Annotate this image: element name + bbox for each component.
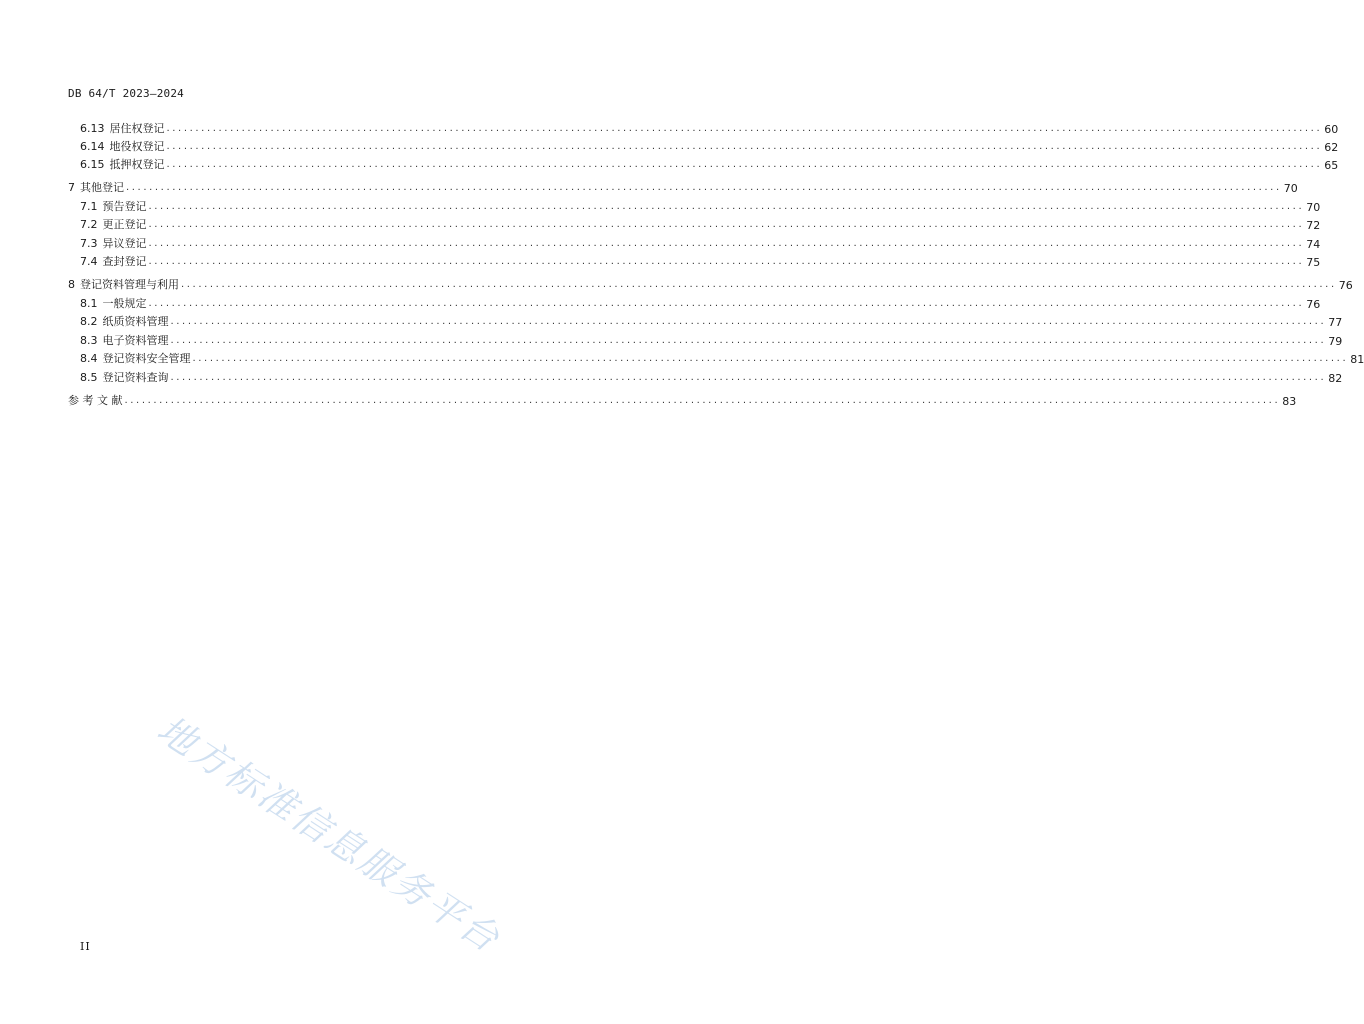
toc-entry-page: 72 (1306, 219, 1321, 232)
toc-entry-title (80, 120, 167, 136)
toc-entry-text: 更正登记 (102, 218, 147, 231)
toc-entry (80, 118, 1339, 136)
document-code: DB 64/T 2023—2024 (68, 87, 184, 100)
toc-entry-page: 76 (1338, 279, 1353, 292)
toc-dot-leader: ........................................................................................................................................................................................................ (148, 256, 1305, 267)
toc-entry-number: 8.1 (80, 297, 98, 310)
page-number: II (80, 940, 91, 953)
toc-entry-number: 6.13 (80, 122, 105, 135)
toc-entry-page: 75 (1306, 256, 1321, 269)
toc-entry-text: 居住权登记 (109, 122, 165, 135)
toc-entry-text: 参 考 文 献 (68, 394, 123, 407)
toc-entry-text: 登记资料安全管理 (102, 352, 191, 365)
toc-dot-leader: ........................................................................................................................................................................................................ (148, 238, 1305, 249)
toc-entry-title (80, 313, 171, 329)
toc-entry-title (80, 138, 167, 154)
toc-dot-leader: ........................................................................................................................................................................................................ (166, 123, 1323, 134)
toc-entry (80, 214, 1321, 232)
toc-dot-leader: ........................................................................................................................................................................................................ (170, 335, 1327, 346)
toc-dot-leader: ........................................................................................................................................................................................................ (181, 279, 1337, 290)
toc-entry-number: 7.2 (80, 218, 98, 231)
toc-entry (68, 177, 1298, 195)
toc-entry-text: 预告登记 (102, 200, 147, 213)
toc-entry (68, 390, 1297, 408)
toc-dot-leader: ........................................................................................................................................................................................................ (148, 201, 1305, 212)
toc-entry-number: 8.3 (80, 334, 98, 347)
toc-entry-number: 8 (68, 278, 75, 291)
toc-entry-number: 6.14 (80, 140, 105, 153)
toc-entry (80, 311, 1343, 329)
toc-entry-text: 登记资料查询 (102, 371, 169, 384)
toc-entry-text: 电子资料管理 (102, 334, 169, 347)
toc-dot-leader: ........................................................................................................................................................................................................ (166, 159, 1323, 170)
toc-entry-title (80, 235, 149, 251)
toc-entry-page: 65 (1324, 159, 1339, 172)
toc-entry (80, 154, 1339, 172)
toc-entry-title (80, 350, 193, 366)
toc-entry-text: 纸质资料管理 (102, 315, 169, 328)
toc-dot-leader: ........................................................................................................................................................................................................ (126, 182, 1282, 193)
toc-entry-title (68, 179, 126, 195)
watermark: 地方标准信息服务平台 (149, 707, 509, 962)
toc-entry (80, 330, 1343, 348)
toc-entry-page: 83 (1282, 395, 1297, 408)
toc-entry-number: 6.15 (80, 158, 105, 171)
toc-entry-title (68, 276, 181, 292)
toc-dot-leader: ........................................................................................................................................................................................................ (124, 395, 1281, 406)
toc-entry-page: 77 (1328, 316, 1343, 329)
toc-entry-page: 60 (1324, 123, 1339, 136)
toc-entry (80, 348, 1364, 366)
toc-entry-text: 其他登记 (80, 181, 124, 194)
toc-entry-text: 查封登记 (102, 255, 147, 268)
toc-dot-leader: ........................................................................................................................................................................................................ (170, 372, 1327, 383)
toc-dot-leader: ........................................................................................................................................................................................................ (148, 298, 1305, 309)
toc-entry-page: 76 (1306, 298, 1321, 311)
toc-entry (80, 251, 1321, 269)
toc-entry-page: 62 (1324, 141, 1339, 154)
toc-entry-text: 异议登记 (102, 237, 147, 250)
toc-entry-number: 7.1 (80, 200, 98, 213)
toc-entry-page: 70 (1283, 182, 1298, 195)
toc-entry (80, 233, 1321, 251)
toc-entry-title (80, 295, 149, 311)
toc-entry-number: 8.5 (80, 371, 98, 384)
toc-entry-number: 7.4 (80, 255, 98, 268)
toc-dot-leader: ........................................................................................................................................................................................................ (170, 316, 1327, 327)
toc-entry-page: 70 (1306, 201, 1321, 214)
toc-entry-title (80, 156, 167, 172)
toc-entry-number: 7 (68, 181, 75, 194)
toc-entry-text: 抵押权登记 (109, 158, 165, 171)
toc-dot-leader: ........................................................................................................................................................................................................ (148, 219, 1305, 230)
toc-entry-number: 7.3 (80, 237, 98, 250)
toc-entry-page: 81 (1350, 353, 1364, 366)
toc-entry-page: 79 (1328, 335, 1343, 348)
toc-entry (80, 367, 1343, 385)
toc-dot-leader: ........................................................................................................................................................................................................ (192, 353, 1349, 364)
toc-entry (68, 274, 1353, 292)
toc-entry-title (80, 332, 171, 348)
toc-entry (80, 136, 1339, 154)
toc-entry-title (80, 253, 149, 269)
toc-entry-title (80, 198, 149, 214)
toc-dot-leader: ........................................................................................................................................................................................................ (166, 141, 1323, 152)
toc-entry-number: 8.2 (80, 315, 98, 328)
toc-entry-title (80, 369, 171, 385)
toc-entry-text: 登记资料管理与利用 (80, 278, 179, 291)
toc-entry-page: 82 (1328, 372, 1343, 385)
toc-entry-number: 8.4 (80, 352, 98, 365)
toc-entry-text: 一般规定 (102, 297, 147, 310)
toc-entry-page: 74 (1306, 238, 1321, 251)
toc-entry-title (80, 216, 149, 232)
toc-entry (80, 293, 1321, 311)
toc-entry (80, 196, 1321, 214)
toc-entry-text: 地役权登记 (109, 140, 165, 153)
toc-entry-title (68, 392, 125, 408)
